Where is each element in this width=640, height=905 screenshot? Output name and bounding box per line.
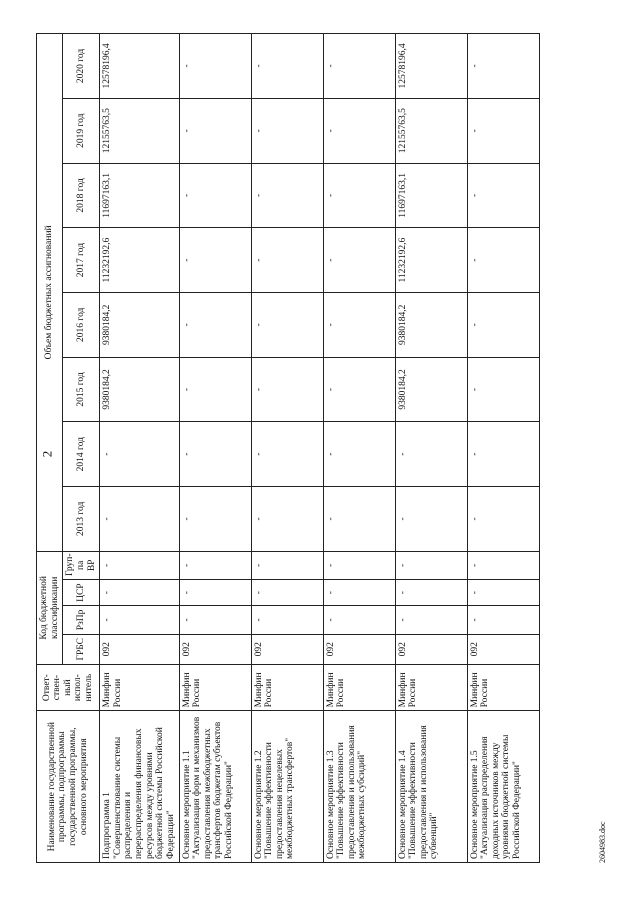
row-value: 12578196,4 (395, 34, 467, 99)
row-value: - (179, 163, 251, 228)
row-value: - (179, 487, 251, 552)
row-value: - (179, 98, 251, 163)
footer-filename: 2604983.doc (598, 821, 607, 863)
row-value: 12155763,5 (100, 98, 179, 163)
table-row (251, 34, 323, 863)
header-year: 2019 год (63, 98, 100, 163)
row-value: - (467, 163, 539, 228)
row-value: - (323, 487, 395, 552)
row-value: - (179, 422, 251, 487)
row-value: 9380184,2 (100, 357, 179, 422)
row-value: - (323, 163, 395, 228)
row-code: 092 (100, 634, 179, 664)
header-year: 2020 год (63, 34, 100, 99)
row-value: - (323, 98, 395, 163)
row-value: - (467, 357, 539, 422)
row-responsible: Минфин России (467, 664, 539, 710)
row-value: - (179, 357, 251, 422)
row-code: - (251, 580, 323, 606)
header-code: Груп-па ВР (63, 551, 100, 579)
row-value: - (323, 422, 395, 487)
row-value: - (251, 487, 323, 552)
row-responsible: Минфин России (395, 664, 467, 710)
header-name: Наименование государственной программы, подпрограммы государственной программы, основного мероприятия (37, 711, 100, 863)
row-value: - (395, 487, 467, 552)
row-value: 12578196,4 (100, 34, 179, 99)
row-name: Основное мероприятие 1.3 "Повышение эффективности предоставления и использования межбюджетных субсидий" (323, 711, 395, 863)
budget-table (36, 33, 540, 863)
row-code: 092 (467, 634, 539, 664)
row-code: - (395, 551, 467, 579)
row-responsible: Минфин России (100, 664, 179, 710)
table-body (100, 34, 539, 863)
header-budget-code: Код бюджетной классификации (37, 551, 63, 664)
row-value: - (323, 357, 395, 422)
row-code: - (467, 580, 539, 606)
row-code: - (179, 606, 251, 634)
row-value: - (179, 228, 251, 293)
row-code: - (251, 606, 323, 634)
row-value: - (395, 422, 467, 487)
row-value: 11697163,1 (100, 163, 179, 228)
header-code: ГРБС (63, 634, 100, 664)
row-responsible: Минфин России (179, 664, 251, 710)
header-volume: Объем бюджетных ассигнований (37, 34, 63, 552)
row-responsible: Минфин России (323, 664, 395, 710)
row-name: Основное мероприятие 1.4 "Повышение эффективности предоставления и использования субвенций" (395, 711, 467, 863)
header-year: 2015 год (63, 357, 100, 422)
row-code: 092 (323, 634, 395, 664)
row-value: - (251, 292, 323, 357)
row-name: Основное мероприятие 1.5 "Актуализация распределения доходных источников между уровнями бюджетной системы Российской Федерации" (467, 711, 539, 863)
row-value: - (467, 228, 539, 293)
header-responsible: Ответ-ствен-ный испол-нитель (37, 664, 100, 710)
row-code: - (179, 551, 251, 579)
row-value: - (251, 98, 323, 163)
row-value: 9380184,2 (100, 292, 179, 357)
row-value: - (323, 228, 395, 293)
table-row (395, 34, 467, 863)
table-row (323, 34, 395, 863)
row-value: - (467, 422, 539, 487)
row-code: 092 (179, 634, 251, 664)
row-value: - (467, 98, 539, 163)
row-code: - (251, 551, 323, 579)
row-value: - (179, 292, 251, 357)
row-value: 11232192,6 (100, 228, 179, 293)
page-number: 2 (39, 450, 55, 458)
header-year: 2016 год (63, 292, 100, 357)
row-value: - (467, 34, 539, 99)
header-code: ЦСР (63, 580, 100, 606)
row-code: - (100, 606, 179, 634)
row-code: - (467, 551, 539, 579)
row-name: Основное мероприятие 1.2 "Повышение эффективности предоставления нецелевых межбюджетных трансфертов" (251, 711, 323, 863)
row-code: - (100, 580, 179, 606)
row-value: 11232192,6 (395, 228, 467, 293)
row-value: - (251, 163, 323, 228)
row-value: - (251, 357, 323, 422)
header-year: 2018 год (63, 163, 100, 228)
row-code: - (467, 606, 539, 634)
row-responsible: Минфин России (251, 664, 323, 710)
row-code: - (323, 606, 395, 634)
row-code: 092 (251, 634, 323, 664)
header-year: 2014 год (63, 422, 100, 487)
row-value: - (251, 422, 323, 487)
row-value: - (467, 487, 539, 552)
table-row (467, 34, 539, 863)
row-code: - (323, 551, 395, 579)
header-year: 2017 год (63, 228, 100, 293)
row-value: - (251, 228, 323, 293)
row-code: - (100, 551, 179, 579)
row-code: - (323, 580, 395, 606)
row-code: 092 (395, 634, 467, 664)
row-value: - (100, 422, 179, 487)
table-row (100, 34, 179, 863)
header-year: 2013 год (63, 487, 100, 552)
row-value: - (323, 34, 395, 99)
header-code: РзПр (63, 606, 100, 634)
row-value: - (100, 487, 179, 552)
row-value: - (251, 34, 323, 99)
row-name: Подпрограмма 1 "Совершенствование системы распределения и перераспределения финансовых ресурсов между уровнями бюджетной системы Российской Федерации" (100, 711, 179, 863)
row-code: - (179, 580, 251, 606)
row-value: 12155763,5 (395, 98, 467, 163)
row-name: Основное мероприятие 1.1 "Актуализация форм и механизмов предоставления межбюджетных трансфертов бюджетам субъектов Российской Федерации" (179, 711, 251, 863)
row-value: - (467, 292, 539, 357)
row-value: - (323, 292, 395, 357)
row-value: - (179, 34, 251, 99)
row-code: - (395, 606, 467, 634)
row-value: 9380184,2 (395, 292, 467, 357)
row-code: - (395, 580, 467, 606)
row-value: 11697163,1 (395, 163, 467, 228)
table-row (179, 34, 251, 863)
row-value: 9380184,2 (395, 357, 467, 422)
